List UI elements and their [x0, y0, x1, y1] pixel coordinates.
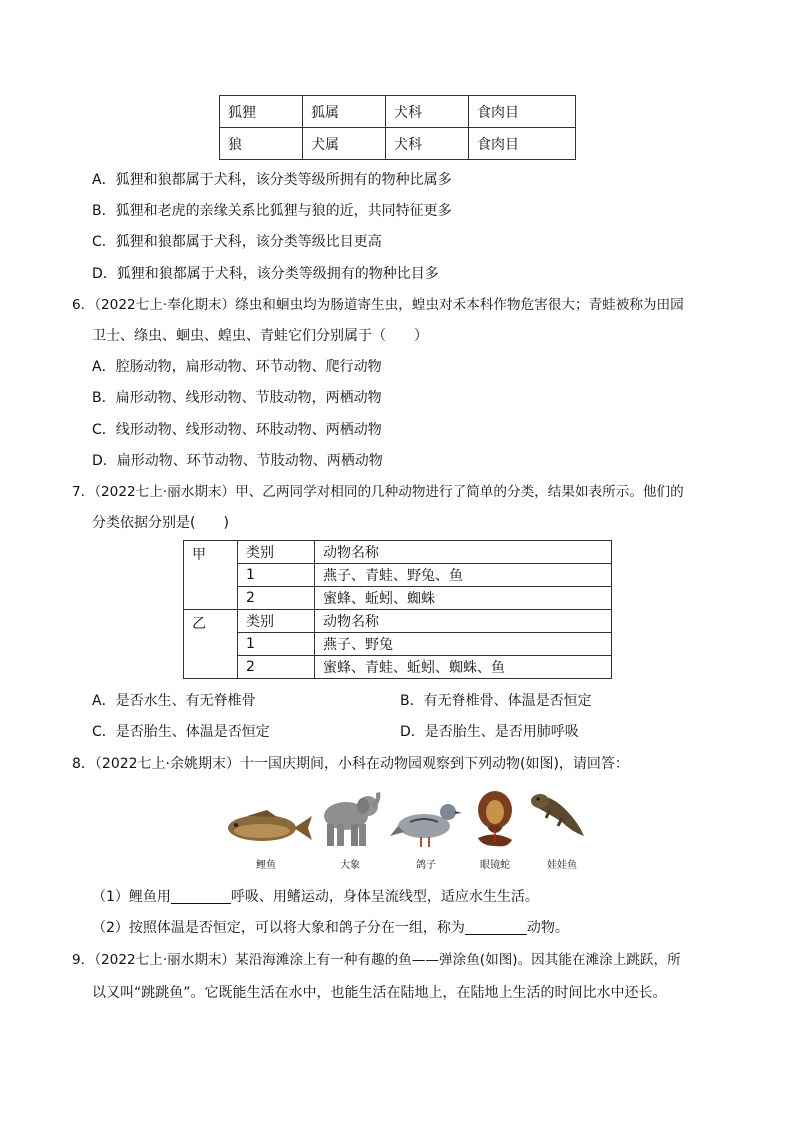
cobra-caption: 眼镜蛇 — [480, 860, 510, 871]
table-row — [184, 541, 612, 564]
table-row — [220, 128, 576, 160]
salamander-image — [528, 788, 588, 842]
q6-option-b: B．扁形动物、线形动物、节肢动物，两栖动物 — [92, 390, 382, 406]
table-cell: 犬属 — [303, 128, 386, 160]
q5-option-a: A．狐狸和狼都属于犬科，该分类等级所拥有的物种比属多 — [92, 172, 452, 188]
q8-stem: 8．（2022七上·余姚期末）十一国庆期间，小科在动物园观察到下列动物(如图)，请回答： — [72, 756, 629, 772]
q7-classification-table — [183, 540, 612, 679]
salamander-caption: 娃娃鱼 — [547, 860, 577, 871]
answer-blank[interactable] — [465, 920, 527, 935]
q8-sub2-suffix: 动物。 — [526, 920, 569, 936]
table-cell: 1 — [238, 633, 315, 656]
q9-stem-line1: 9．（2022七上·丽水期末）某沿海滩涂上有一种有趣的鱼——弹涂鱼(如图)。因其能在滩涂上跳跃，所 — [72, 952, 681, 968]
elephant-image — [318, 790, 384, 850]
q5-classification-table — [219, 95, 576, 160]
pigeon-image — [390, 796, 464, 850]
q6-option-a: A．腔肠动物，扁形动物、环节动物、爬行动物 — [92, 359, 382, 375]
table-cell: 犬科 — [386, 128, 469, 160]
table-header: 类别 — [238, 541, 315, 564]
q5-option-b: B．狐狸和老虎的亲缘关系比狐狸与狼的近，共同特征更多 — [92, 203, 452, 219]
answer-blank[interactable] — [171, 889, 231, 904]
table-cell: 2 — [238, 656, 315, 679]
table-header: 类别 — [238, 610, 315, 633]
table-cell: 2 — [238, 587, 315, 610]
group-yi-label: 乙 — [184, 610, 238, 679]
table-cell: 食肉目 — [469, 128, 576, 160]
q6-option-c: C．线形动物、线形动物、环肢动物、两栖动物 — [92, 422, 382, 438]
carp-image — [222, 808, 314, 848]
pigeon-caption: 鸽子 — [416, 860, 436, 871]
q7-option-c: C．是否胎生、体温是否恒定 — [92, 724, 270, 740]
table-header: 动物名称 — [315, 541, 612, 564]
q6-stem-line2: 卫士、绦虫、蛔虫、蝗虫、青蛙它们分别属于（ ） — [92, 328, 428, 344]
table-row — [184, 656, 612, 679]
q7-option-d: D．是否胎生、是否用肺呼吸 — [400, 724, 579, 740]
table-cell: 燕子、青蛙、野兔、鱼 — [315, 564, 612, 587]
table-cell: 狐属 — [303, 96, 386, 128]
q5-option-c: C．狐狸和狼都属于犬科，该分类等级比目更高 — [92, 234, 382, 250]
cobra-image — [468, 790, 522, 852]
q9-stem-line2: 以又叫“跳跳鱼”。它既能生活在水中，也能生活在陆地上，在陆地上生活的时间比水中还长。 — [92, 985, 667, 1001]
table-row — [184, 610, 612, 633]
q7-option-a: A．是否水生、有无脊椎骨 — [92, 693, 256, 709]
table-cell: 蜜蜂、青蛙、蚯蚓、蜘蛛、鱼 — [315, 656, 612, 679]
q7-stem-line1: 7．（2022七上·丽水期末）甲、乙两同学对相同的几种动物进行了简单的分类，结果如表所示。他们的 — [72, 484, 684, 500]
table-row — [184, 564, 612, 587]
q6-option-d: D．扁形动物、环节动物、节肢动物、两栖动物 — [92, 453, 383, 469]
q8-animal-figure — [220, 786, 590, 872]
carp-caption: 鲤鱼 — [256, 860, 276, 871]
table-row — [184, 587, 612, 610]
table-cell: 燕子、野兔 — [315, 633, 612, 656]
elephant-caption: 大象 — [340, 860, 360, 871]
table-cell: 犬科 — [386, 96, 469, 128]
group-jia-label: 甲 — [184, 541, 238, 610]
q8-subquestion-1 — [92, 887, 539, 907]
table-row — [184, 633, 612, 656]
q8-sub1-prefix: （1）鲤鱼用 — [92, 889, 171, 905]
table-cell: 1 — [238, 564, 315, 587]
table-cell: 蜜蜂、蚯蚓、蜘蛛 — [315, 587, 612, 610]
q7-stem-line2: 分类依据分别是( ) — [92, 515, 229, 531]
q7-option-b: B．有无脊椎骨、体温是否恒定 — [400, 693, 592, 709]
q8-sub1-suffix: 呼吸、用鳍运动，身体呈流线型，适应水生生活。 — [230, 889, 539, 905]
table-cell: 狼 — [220, 128, 303, 160]
q8-subquestion-2 — [92, 918, 569, 938]
q5-option-d: D．狐狸和狼都属于犬科，该分类等级拥有的物种比目多 — [92, 266, 439, 282]
q6-stem-line1: 6．（2022七上·奉化期末）绦虫和蛔虫均为肠道寄生虫，蝗虫对禾本科作物危害很大；青蛙被称为田园 — [72, 297, 684, 313]
q8-sub2-prefix: （2）按照体温是否恒定，可以将大象和鸽子分在一组，称为 — [92, 920, 465, 936]
table-row — [220, 96, 576, 128]
table-header: 动物名称 — [315, 610, 612, 633]
table-cell: 食肉目 — [469, 96, 576, 128]
table-cell: 狐狸 — [220, 96, 303, 128]
